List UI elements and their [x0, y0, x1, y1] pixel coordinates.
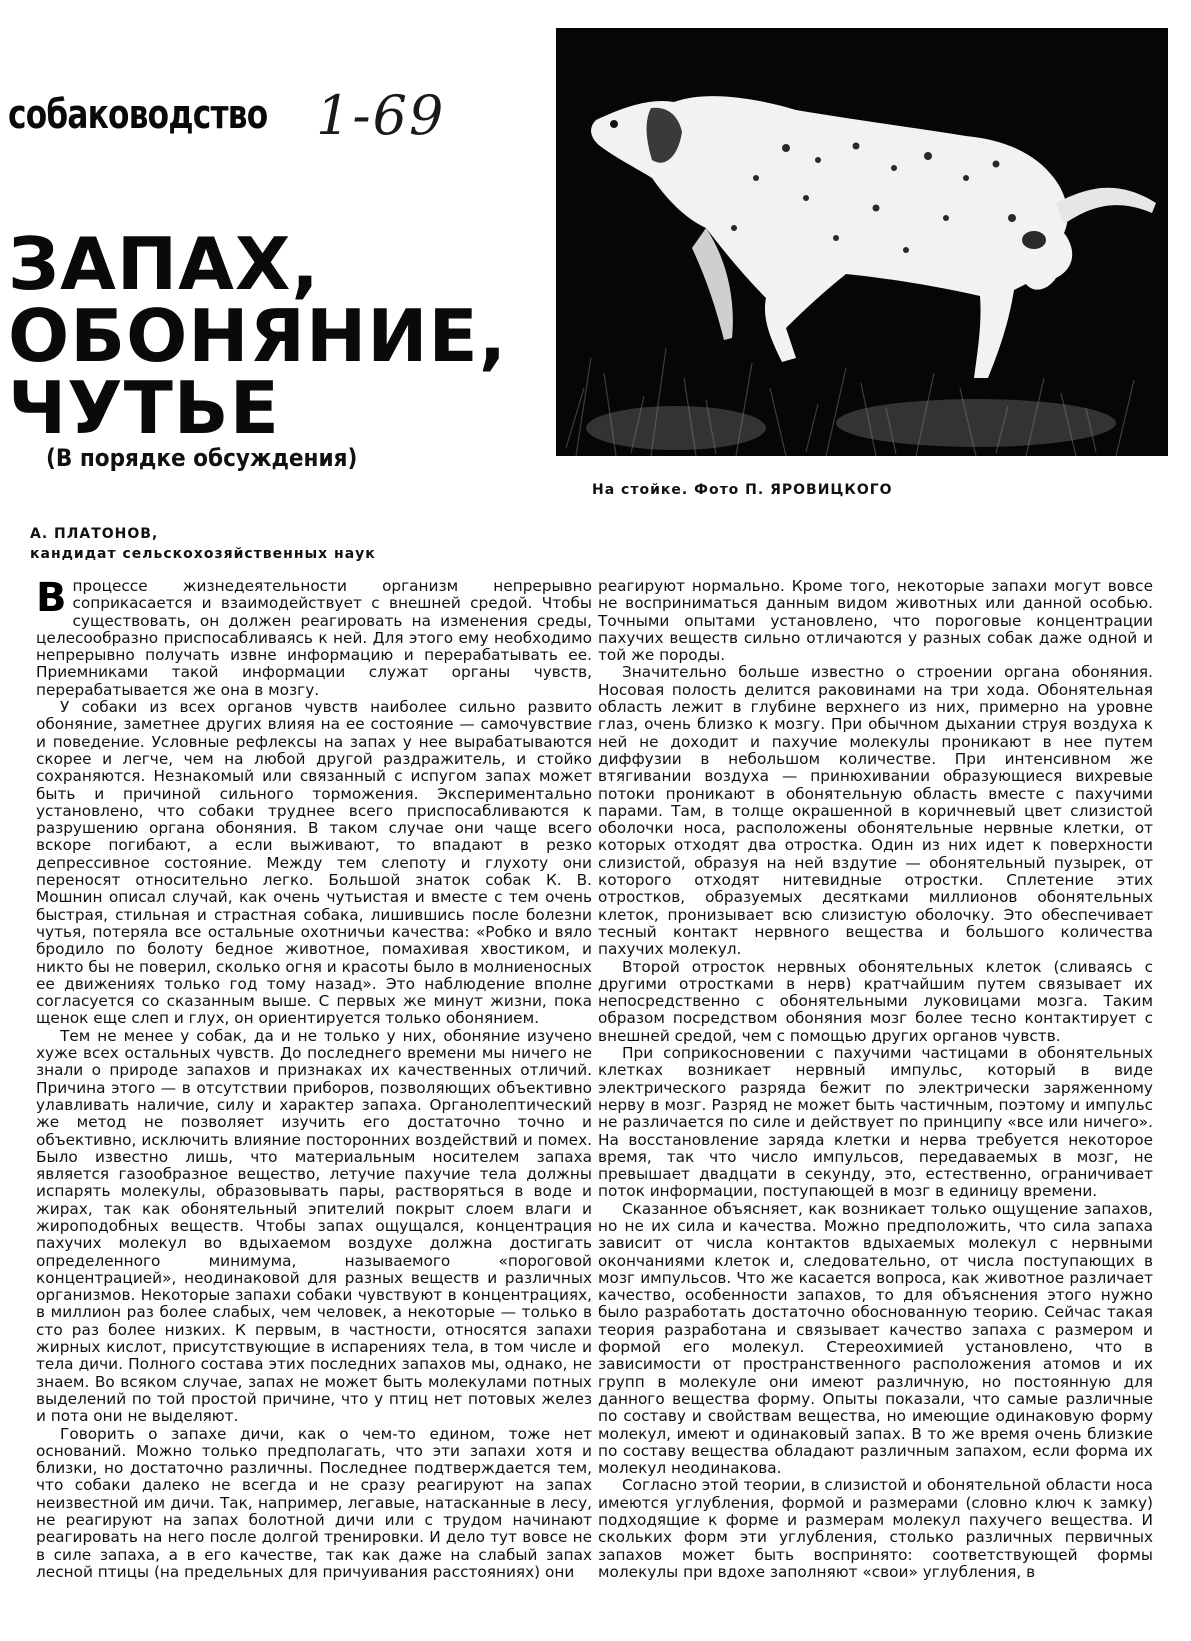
drop-cap: В [36, 575, 67, 621]
author-name: А. ПЛАТОНОВ, [30, 526, 159, 542]
paragraph: Второй отросток нервных обонятельных клеток (сливаясь с другими отростками в нерв) кратчайшим путем связывает их непосредственно с обонятельными луковицами мозга. Таким образом посредством обоняния мозг более тесно контактирует с внешней средой, чем с помощью других органов чувств. [598, 957, 1153, 1045]
title-line: ОБОНЯНИЕ, [8, 294, 508, 378]
pointer-dog-image [556, 28, 1168, 456]
title-line: ЧУТЬЕ [8, 366, 280, 450]
author-title: кандидат сельскохозяйственных наук [30, 546, 376, 562]
paragraph: Сказанное объясняет, как возникает только ощущение запахов, но не их сила и качества. Можно предположить, что сила запаха зависит от числа контактов вдыхаемых молекул с нервными окончаниями клеток и, следовательно, от числа поступающих в мозг импульсов. Что же касается вопроса, как животное различает качество, особенности запахов, то для объяснения этого нужно было разработать достаточно обоснованную теорию. Сейчас такая теория разработана и связывает качество запаха с размером и формой его молекул. Стереохимией установлено, что в зависимости от пространственного расположения атомов и их групп в молекуле они имеют различную, но постоянную для данного вещества форму. Опыты показали, что самые различные по составу и свойствам вещества, но имеющие одинаковую форму молекул, имеют и одинаковый запах. В то же время очень близкие по составу вещества обладают различным запахом, если форма их молекул неодинакова. [598, 1199, 1153, 1478]
paragraph: Говорить о запахе дичи, как о чем-то едином, тоже нет оснований. Можно только предполагать, что эти запахи хотя и близки, но достаточно различны. Последнее подтверждается тем, что собаки далеко не всегда и не сразу реагируют на запах неизвестной им дичи. Так, например, легавые, натасканные в лесу, не реагируют на запах болотной дичи или с трудом начинают реагировать на него после долгой тренировки. И дело тут вовсе не в силе запаха, а в его качестве, так как даже на слабый запах лесной птицы (на предельных для причуивания расстояниях) они [36, 1424, 592, 1581]
handwritten-note: 1-69 [316, 84, 446, 147]
paragraph: Тем не менее у собак, да и не только у них, обоняние изучено хуже всех остальных чувств. До последнего времени мы ничего не знали о природе запахов и признаках их качественных отличий. Причина этого — в отсутствии приборов, позволяющих объективно улавливать наличие, силу и характер запаха. Органолептический же метод не позволяет изучить его достаточно точно и объективно, исключить влияние посторонних воздействий и помех. Было известно лишь, что материальным носителем запаха является газообразное вещество, летучие пахучие тела должны испарять молекулы, образовывать пары, растворяться в воде и жирах, так как обонятельный эпителий покрыт слоем влаги и жироподобных веществ. Чтобы запах ощущался, концентрация пахучих молекул во вдыхаемом воздухе должна достигать определенного минимума, называемого «пороговой концентрацией», неодинаковой для разных веществ и различных организмов. Некоторые запахи собаки чувствуют в концентрациях, в миллион раз более слабых, чем человек, а некоторые — только в сто раз более низких. К первым, в частности, относятся запахи жирных кислот, присутствующие в испарениях тела, в том числе и тела дичи. Полного состава этих последних запахов мы, однако, не знаем. Во всяком случае, запах не может быть молекулами потных выделений по той простой причине, что у птиц нет потовых желез и пота они не выделяют. [36, 1026, 592, 1426]
paragraph-text: процессе жизнедеятельности организм непрерывно соприкасается и взаимодействует с внешней средой. Чтобы существовать, он должен реагировать на изменения среды, целесообразно приспосабливаясь к ней. Для этого ему необходимо непрерывно получать извне информацию и перерабатывать ее. Приемниками такой информации служат органы чувств, перерабатывается же она в мозгу. [36, 577, 592, 699]
paragraph: Согласно этой теории, в слизистой и обонятельной области носа имеются углубления, формой и размерами (словно ключ к замку) подходящие к форме и размерам молекул пахучего вещества. И скольких форм эти углубления, столько различных первичных запахов может быть воспринято: соответствующей формы молекулы при вдохе заполняют «свои» углубления, в [598, 1476, 1153, 1581]
paragraph [36, 575, 592, 699]
title-line: ЗАПАХ, [8, 222, 320, 306]
section-rubric: собаководство [8, 92, 268, 138]
article-column-left [36, 575, 592, 1581]
article-column-right [598, 578, 1153, 1636]
paragraph: Значительно больше известно о строении органа обоняния. Носовая полость делится раковинами на три хода. Обонятельная область лежит в глубине верхнего из них, примерно на уровне глаз, очень близко к мозгу. При обычном дыхании струя воздуха к ней не доходит и пахучие молекулы проникают в нее путем диффузии в небольшом количестве. При интенсивном же втягивании воздуха — принюхивании образующиеся вихревые потоки проникают в обонятельную область вместе с пахучими парами. Там, в толще окрашенной в коричневый цвет слизистой оболочки носа, расположены обонятельные нервные клетки, от которых отходят два отростка. Один из них идет к поверхности слизистой, образуя на ней вздутие — обонятельный пузырек, от которого отходят нитевидные отростки. Сплетение этих отростков, образуемых десятками миллионов обонятельных клеток, пронизывает всю слизистую оболочку. Это обеспечивает тесный контакт нервного вещества и большого количества пахучих молекул. [598, 663, 1153, 959]
article-subtitle: (В порядке обсуждения) [46, 444, 358, 472]
photo-caption: На стойке. Фото П. ЯРОВИЦКОГО [592, 482, 893, 498]
paragraph: У собаки из всех органов чувств наиболее сильно развито обоняние, заметнее других влияя на ее состояние — самочувствие и поведение. Условные рефлексы на запах у нее вырабатываются скорее и легче, чем на любой другой раздражитель, и стойко сохраняются. Незнакомый или связанный с испугом запах может быть и причиной сильного торможения. Экспериментально установлено, что собаки труднее всего приспосабливаются к разрушению органа обоняния. В таком случае они чаще всего вскоре погибают, а если выживают, то впадают в резко депрессивное состояние. Между тем слепоту и глухоту они переносят относительно легко. Большой знаток собак К. В. Мошнин описал случай, как очень чутьистая и вместе с тем очень быстрая, стильная и страстная собака, лишившись после болезни чутья, потеряла все остальные охотничьи качества: «Робко и вяло бродило по болоту бедное животное, помахивая хвостиком, и никто бы не поверил, сколько огня и красоты было в молниеносных ее движениях только год тому назад». Это наблюдение вполне согласуется со сказанным выше. С первых же минут жизни, пока щенок еще слеп и глух, он ориентируется только обонянием. [36, 698, 592, 1028]
paragraph: При соприкосновении с пахучими частицами в обонятельных клетках возникает нервный импульс, который в виде электрического разряда бежит по электрически заряженному нерву в мозг. Разряд не может быть частичным, поэтому и импульс не различается по силе и действует по принципу «все или ничего». На восстановление заряда клетки и нерва требуется некоторое время, так что число импульсов, передаваемых в мозг, не превышает двадцати в секунду, это, естественно, ограничивает поток информации, поступающей в мозг в единицу времени. [598, 1044, 1153, 1201]
article-title [8, 222, 568, 450]
paragraph: реагируют нормально. Кроме того, некоторые запахи могут вовсе не восприниматься данным видом животных или данной особью. Точными опытами установлено, что пороговые концентрации пахучих веществ сильно отличаются у разных собак даже одной и той же породы. [598, 578, 1153, 665]
author-block [30, 524, 376, 564]
dog-photo [556, 28, 1168, 456]
